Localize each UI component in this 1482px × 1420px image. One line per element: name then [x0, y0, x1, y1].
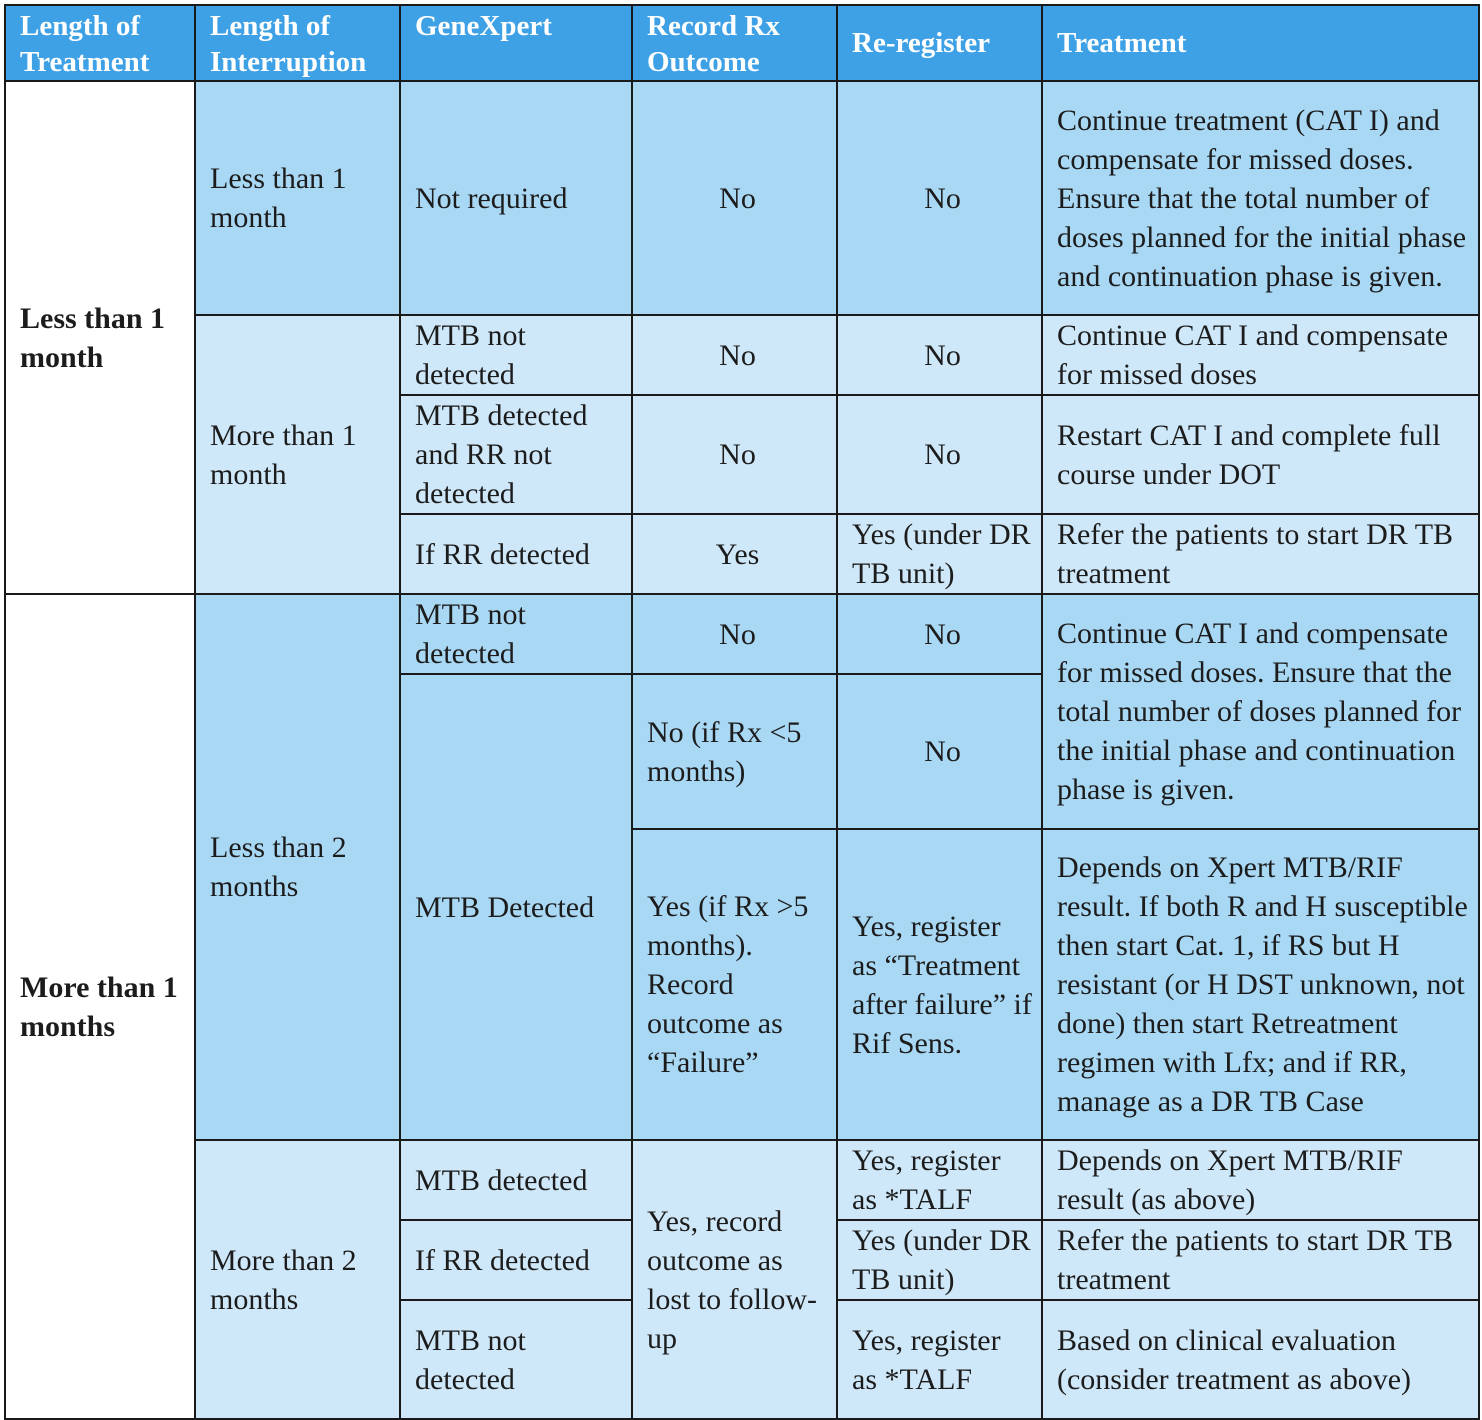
treatment-cell: Continue CAT I and compensate for missed doses [1042, 315, 1479, 395]
header-treatment: Treatment [1042, 5, 1479, 81]
treatment-cell: Based on clinical evaluation (consider treatment as above) [1042, 1300, 1479, 1419]
genexpert-cell: MTB not detected [400, 315, 632, 395]
genexpert-cell: If RR detected [400, 1220, 632, 1300]
treatment-cell: Continue treatment (CAT I) and compensate for missed doses. Ensure that the total number of doses planned for the initial phase and continuation phase is given. [1042, 81, 1479, 315]
table-row [5, 315, 1479, 395]
table-row [5, 81, 1479, 315]
length-of-interruption-cell: More than 1 month [195, 315, 400, 594]
length-of-interruption-cell: More than 2 months [195, 1140, 400, 1419]
header-record-rx-outcome: Record Rx Outcome [632, 5, 837, 81]
re-register-cell: No [837, 674, 1042, 829]
record-rx-outcome-cell: No [632, 395, 837, 514]
re-register-cell: No [837, 395, 1042, 514]
tb-treatment-interruption-table [4, 4, 1480, 1420]
table-row [5, 1140, 1479, 1220]
length-of-interruption-cell: Less than 1 month [195, 81, 400, 315]
re-register-cell: No [837, 81, 1042, 315]
record-rx-outcome-cell: Yes, record outcome as lost to follow-up [632, 1140, 837, 1419]
re-register-cell: Yes (under DR TB unit) [837, 1220, 1042, 1300]
record-rx-outcome-cell: Yes [632, 514, 837, 594]
treatment-cell: Depends on Xpert MTB/RIF result (as above) [1042, 1140, 1479, 1220]
treatment-cell: Refer the patients to start DR TB treatment [1042, 1220, 1479, 1300]
genexpert-cell: MTB not detected [400, 594, 632, 674]
header-length-of-treatment: Length of Treatment [5, 5, 195, 81]
record-rx-outcome-cell: No [632, 594, 837, 674]
treatment-cell: Restart CAT I and complete full course under DOT [1042, 395, 1479, 514]
genexpert-cell: If RR detected [400, 514, 632, 594]
re-register-cell: No [837, 594, 1042, 674]
genexpert-cell: MTB detected [400, 1140, 632, 1220]
header-genexpert: GeneXpert [400, 5, 632, 81]
header-row [5, 5, 1479, 81]
genexpert-cell: MTB detected and RR not detected [400, 395, 632, 514]
record-rx-outcome-cell: No (if Rx <5 months) [632, 674, 837, 829]
treatment-cell: Depends on Xpert MTB/RIF result. If both R and H susceptible then start Cat. 1, if RS but H resistant (or H DST unknown, not done) then start Retreatment regimen with Lfx; and if RR, manage as a DR TB Case [1042, 829, 1479, 1140]
record-rx-outcome-cell: Yes (if Rx >5 months). Record outcome as “Failure” [632, 829, 837, 1140]
re-register-cell: No [837, 315, 1042, 395]
genexpert-cell: Not required [400, 81, 632, 315]
genexpert-cell: MTB not detected [400, 1300, 632, 1419]
record-rx-outcome-cell: No [632, 315, 837, 395]
treatment-cell: Continue CAT I and compensate for missed doses. Ensure that the total number of doses planned for the initial phase and continuation phase is given. [1042, 594, 1479, 829]
re-register-cell: Yes, register as *TALF [837, 1300, 1042, 1419]
record-rx-outcome-cell: No [632, 81, 837, 315]
re-register-cell: Yes, register as *TALF [837, 1140, 1042, 1220]
treatment-cell: Refer the patients to start DR TB treatment [1042, 514, 1479, 594]
re-register-cell: Yes (under DR TB unit) [837, 514, 1042, 594]
genexpert-cell: MTB Detected [400, 674, 632, 1140]
header-re-register: Re-register [837, 5, 1042, 81]
table-row [5, 594, 1479, 674]
header-length-of-interruption: Length of Interruption [195, 5, 400, 81]
length-of-interruption-cell: Less than 2 months [195, 594, 400, 1140]
re-register-cell: Yes, register as “Treatment after failure” if Rif Sens. [837, 829, 1042, 1140]
length-of-treatment-cell: More than 1 months [5, 594, 195, 1419]
length-of-treatment-cell: Less than 1 month [5, 81, 195, 594]
